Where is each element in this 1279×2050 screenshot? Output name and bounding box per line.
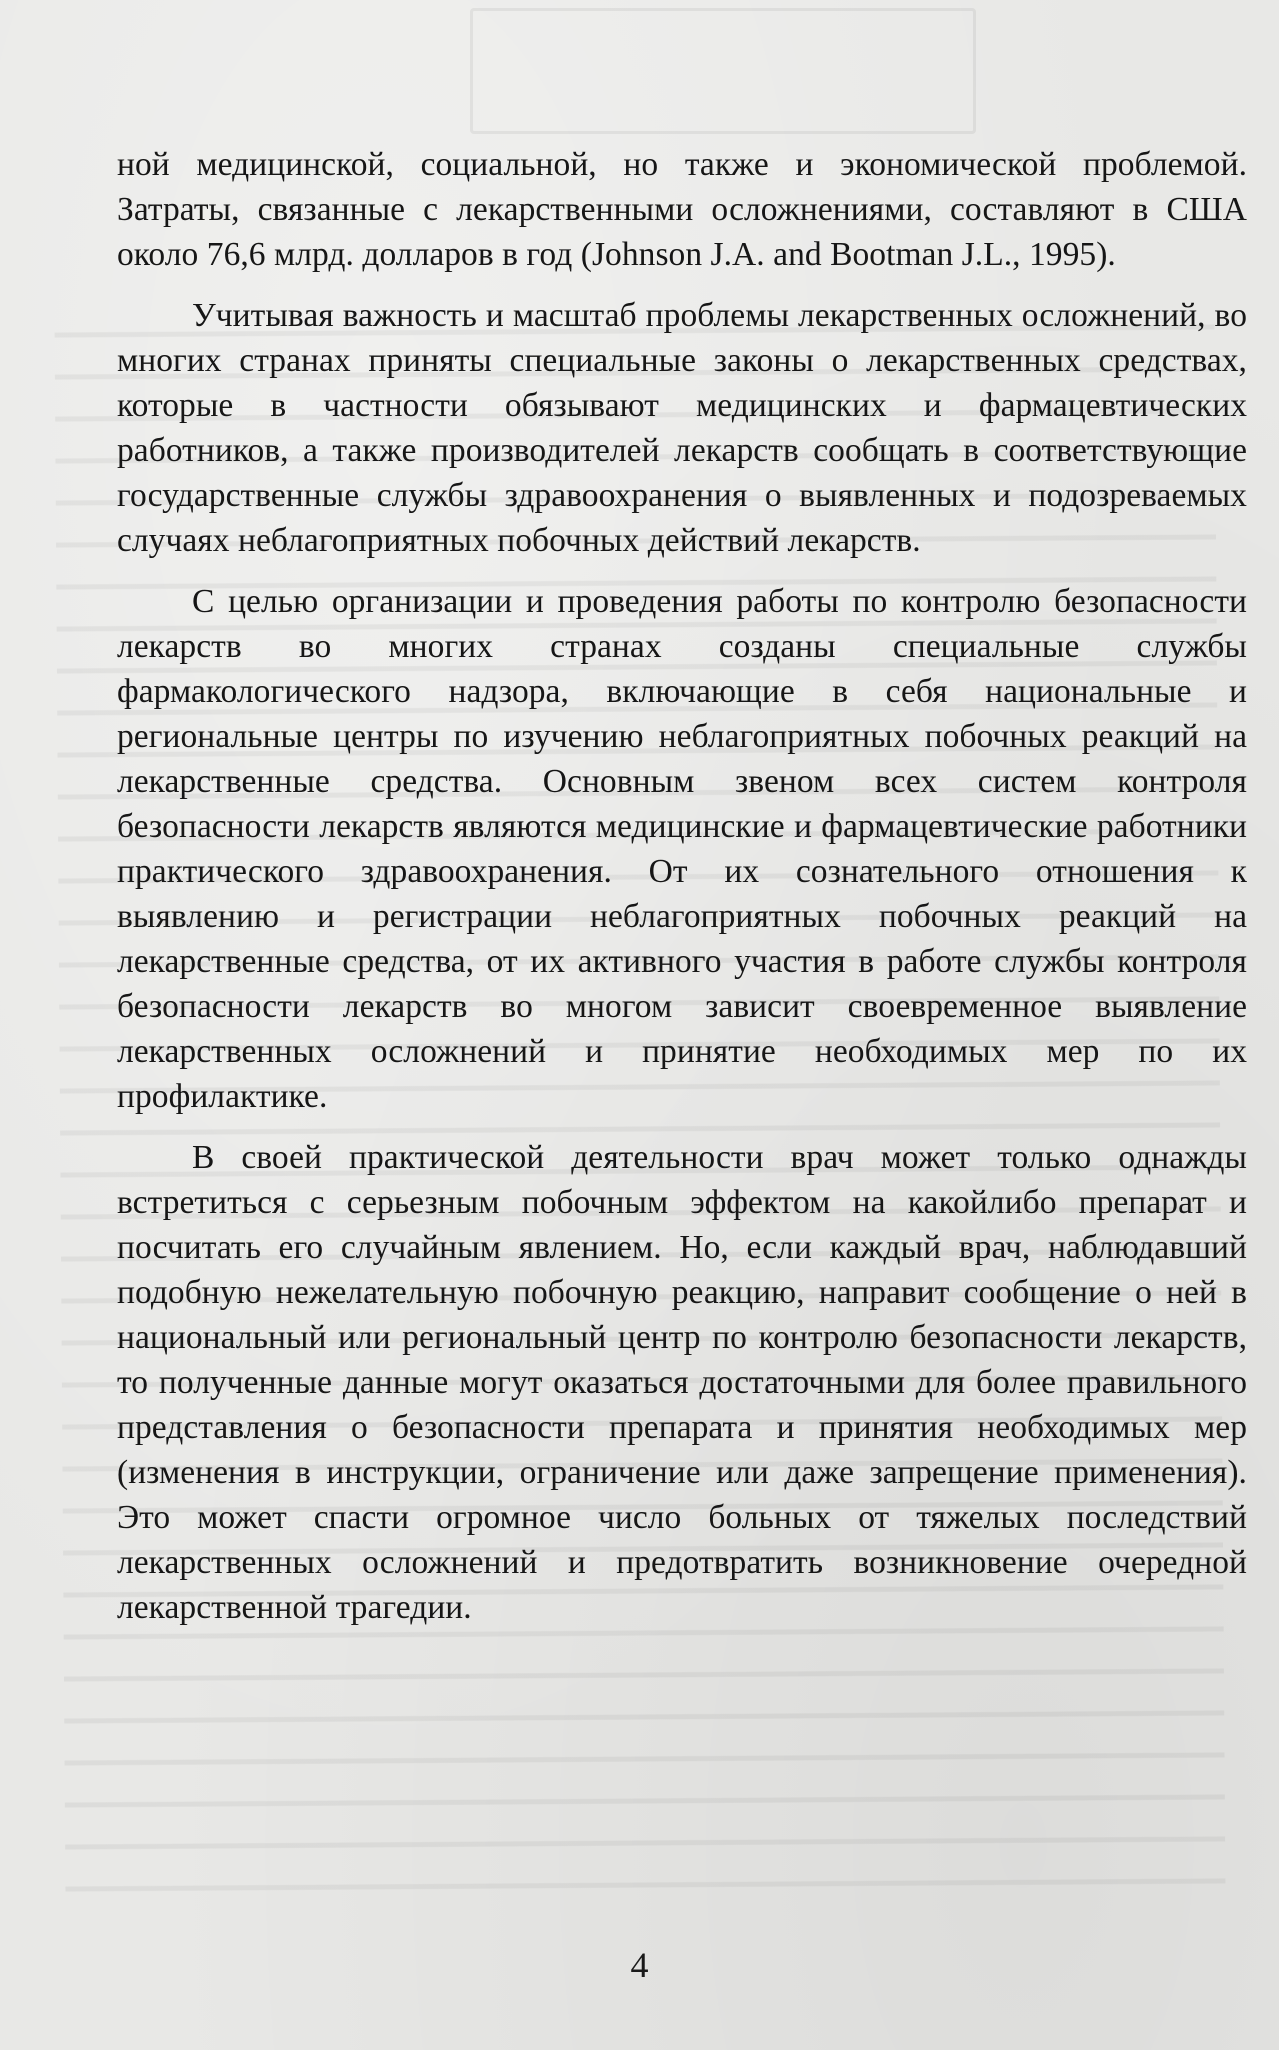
paragraph-2: Учитывая важность и масштаб проблемы лекарственных осложнений, во многих странах приняты специальные законы о лекарственных средствах, которые в частности обязывают медицинских и фармацевтических работников, а также производителей лекарств сообщать в соответствующие государственные службы здравоохранения о выявленных и подозреваемых случаях неблагоприятных побочных действий лекарств. <box>117 297 1247 559</box>
paragraph-4: В своей практической деятельности врач может только однажды встретиться с серьезным побочным эффектом на какойлибо препарат и посчитать его случайным явлением. Но, если каждый врач, наблюдавший подобную нежелательную побочную реакцию, направит сообщение о ней в национальный или региональный центр по контролю безопасности лекарств, то полученные данные могут оказаться достаточными для более правильного представления о безопасности препарата и принятия необходимых мер (изменения в инструкции, ограничение или даже запрещение применения). Это может спасти огромное число больных от тяжелых последствий лекарственных осложнений и предотвратить возникновение очередной лекарственной трагедии. <box>117 1139 1247 1626</box>
paragraph-3: С целью организации и проведения работы по контролю безопасности лекарств во многих странах созданы специальные службы фармакологического надзора, включающие в себя национальные и региональные центры по изучению неблагоприятных побочных реакций на лекарственные средства. Основным звеном всех систем контроля безопасности лекарств являются медицинские и фармацевтические работники практического здравоохранения. От их сознательного отношения к выявлению и регистрации неблагоприятных побочных реакций на лекарственные средства, от их активного участия в работе службы контроля безопасности лекарств во многом зависит своевременное выявление лекарственных осложнений и принятие необходимых мер по их профилактике. <box>117 583 1247 1115</box>
body-text <box>117 142 1247 1646</box>
library-stamp-ghost <box>470 8 976 134</box>
paragraph-1: ной медицинской, социальной, но также и экономической проблемой. Затраты, связанные с лекарственными осложнениями, составляют в США около 76,6 млрд. долларов в год (Johnson J.A. and Bootman J.L., 1995). <box>117 146 1247 273</box>
page-number: 4 <box>630 1945 649 1985</box>
